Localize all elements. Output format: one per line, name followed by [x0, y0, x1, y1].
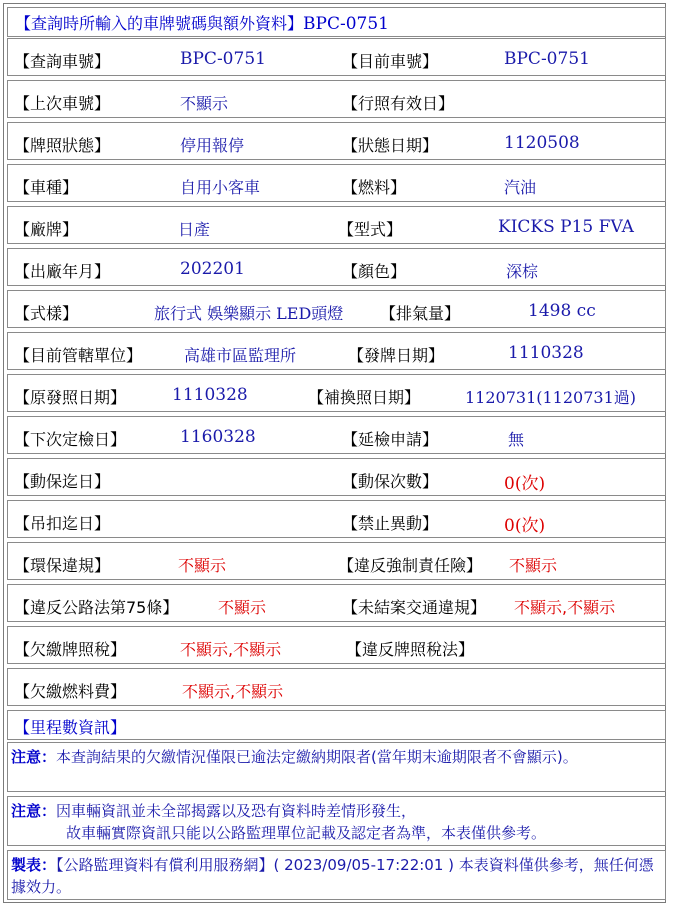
plate-status-label: 【牌照狀態】: [14, 136, 111, 155]
issue-date-value: 1110328: [508, 343, 584, 363]
reissue-date-label: 【補換照日期】: [308, 388, 421, 407]
row-next-inspection: [7, 416, 666, 454]
current-plate-label: 【目前車號】: [342, 52, 439, 71]
compulsory-insurance-value: 不顯示: [509, 556, 558, 575]
reissue-date-value: 1120731(1120731過): [465, 388, 637, 407]
brand-label: 【廠牌】: [14, 220, 79, 239]
row-brand: [7, 206, 666, 244]
manufacture-date-label: 【出廠年月】: [14, 262, 111, 281]
original-license-date-value: 1110328: [172, 385, 248, 405]
fuel-label: 【燃料】: [342, 178, 407, 197]
query-plate-label: 【查詢車號】: [14, 52, 111, 71]
status-date-label: 【狀態日期】: [342, 136, 439, 155]
mileage-section: [7, 710, 666, 740]
query-plate-value: BPC-0751: [180, 49, 266, 69]
row-lien-end: [7, 458, 666, 496]
note-2-line-1: 因車輛資訊並未全部揭露以及恐有資料時差情形發生，: [56, 802, 417, 820]
row-manufacture-date: [7, 248, 666, 286]
transfer-ban-value: 0(次): [504, 516, 546, 536]
lien-count-value: 0(次): [504, 474, 546, 494]
unpaid-license-tax-label: 【欠繳牌照稅】: [14, 640, 127, 659]
compulsory-insurance-label: 【違反強制責任險】: [338, 556, 483, 575]
row-plate-status: [7, 122, 666, 160]
highway-act-value: 不顯示: [218, 598, 267, 617]
lien-count-label: 【動保次數】: [342, 472, 439, 491]
row-jurisdiction: [7, 332, 666, 370]
license-tax-violation-label: 【違反牌照稅法】: [346, 640, 475, 659]
inspection-extension-label: 【延檢申請】: [342, 430, 439, 449]
note-2-line-2: 故車輛實際資訊只能以公路監理單位記載及認定者為準，本表僅供參考。: [66, 824, 547, 842]
unpaid-fuel-fee-label: 【欠繳燃料費】: [14, 682, 127, 701]
suspension-end-date-label: 【吊扣迄日】: [14, 514, 111, 533]
style-label: 【式樣】: [14, 304, 79, 323]
row-previous-plate: [7, 80, 666, 118]
status-date-value: 1120508: [504, 133, 580, 153]
fuel-value: 汽油: [504, 178, 537, 197]
report-title-plate: BPC-0751: [303, 14, 389, 34]
note-2-label: 注意：: [11, 802, 57, 820]
row-style: [7, 290, 666, 328]
displacement-label: 【排氣量】: [380, 304, 461, 323]
footer-note-text: 【公路監理資料有償利用服務網】( 2023/09/05-17:22:01 ) 本表資料僅供參考，無任何憑據效力。: [11, 856, 654, 896]
report-header-row: [7, 7, 666, 37]
row-license-tax: [7, 626, 666, 664]
previous-plate-label: 【上次車號】: [14, 94, 111, 113]
footer-note-label: 製表：: [11, 856, 57, 874]
report-title: [15, 11, 389, 34]
issue-date-label: 【發牌日期】: [348, 346, 445, 365]
next-inspection-value: 1160328: [180, 427, 256, 447]
unresolved-traffic-value: 不顯示,不顯示: [514, 598, 616, 617]
brand-value: 日產: [178, 220, 211, 239]
vehicle-type-label: 【車種】: [14, 178, 79, 197]
original-license-date-label: 【原發照日期】: [14, 388, 127, 407]
model-label: 【型式】: [338, 220, 403, 239]
note-1-box: [7, 742, 666, 792]
row-vehicle-type: [7, 164, 666, 202]
row-environmental-violation: [7, 542, 666, 580]
highway-act-label: 【違反公路法第75條】: [14, 598, 179, 617]
jurisdiction-label: 【目前管轄單位】: [14, 346, 143, 365]
transfer-ban-label: 【禁止異動】: [342, 514, 439, 533]
license-valid-label: 【行照有效日】: [342, 94, 455, 113]
environmental-violation-label: 【環保違規】: [14, 556, 111, 575]
previous-plate-value: 不顯示: [180, 94, 229, 113]
note-1-text: 本查詢結果的欠繳情況僅限已逾法定繳納期限者(當年期末逾期限者不會顯示)。: [56, 748, 578, 766]
footer-note-box: [7, 850, 666, 900]
jurisdiction-value: 高雄市區監理所: [184, 346, 297, 365]
color-label: 【顏色】: [342, 262, 407, 281]
lien-end-date-label: 【動保迄日】: [14, 472, 111, 491]
row-fuel-fee: [7, 668, 666, 706]
report-title-text: 【查詢時所輸入的車牌號碼與額外資料】: [15, 14, 304, 33]
row-query-plate: [7, 38, 666, 76]
manufacture-date-value: 202201: [180, 259, 245, 279]
unpaid-license-tax-value: 不顯示,不顯示: [180, 640, 282, 659]
unresolved-traffic-label: 【未結案交通違規】: [342, 598, 487, 617]
row-suspension-end: [7, 500, 666, 538]
note-1-label: 注意：: [11, 748, 57, 766]
row-highway-act: [7, 584, 666, 622]
next-inspection-label: 【下次定檢日】: [14, 430, 127, 449]
footer-note: [11, 854, 662, 898]
note-2-box: [7, 796, 666, 846]
note-1: [11, 746, 662, 768]
unpaid-fuel-fee-value: 不顯示,不顯示: [182, 682, 284, 701]
displacement-value: 1498 cc: [528, 301, 596, 321]
inspection-extension-value: 無: [508, 430, 525, 449]
style-value: 旅行式 娛樂顯示 LED頭燈: [154, 304, 344, 323]
color-value: 深棕: [506, 262, 539, 281]
mileage-title: 【里程數資訊】: [14, 718, 127, 737]
row-original-license: [7, 374, 666, 412]
model-value: KICKS P15 FVA: [498, 217, 634, 237]
note-2: [11, 800, 662, 844]
vehicle-type-value: 自用小客車: [180, 178, 261, 197]
plate-status-value: 停用報停: [180, 136, 245, 155]
current-plate-value: BPC-0751: [504, 49, 590, 69]
environmental-violation-value: 不顯示: [178, 556, 227, 575]
